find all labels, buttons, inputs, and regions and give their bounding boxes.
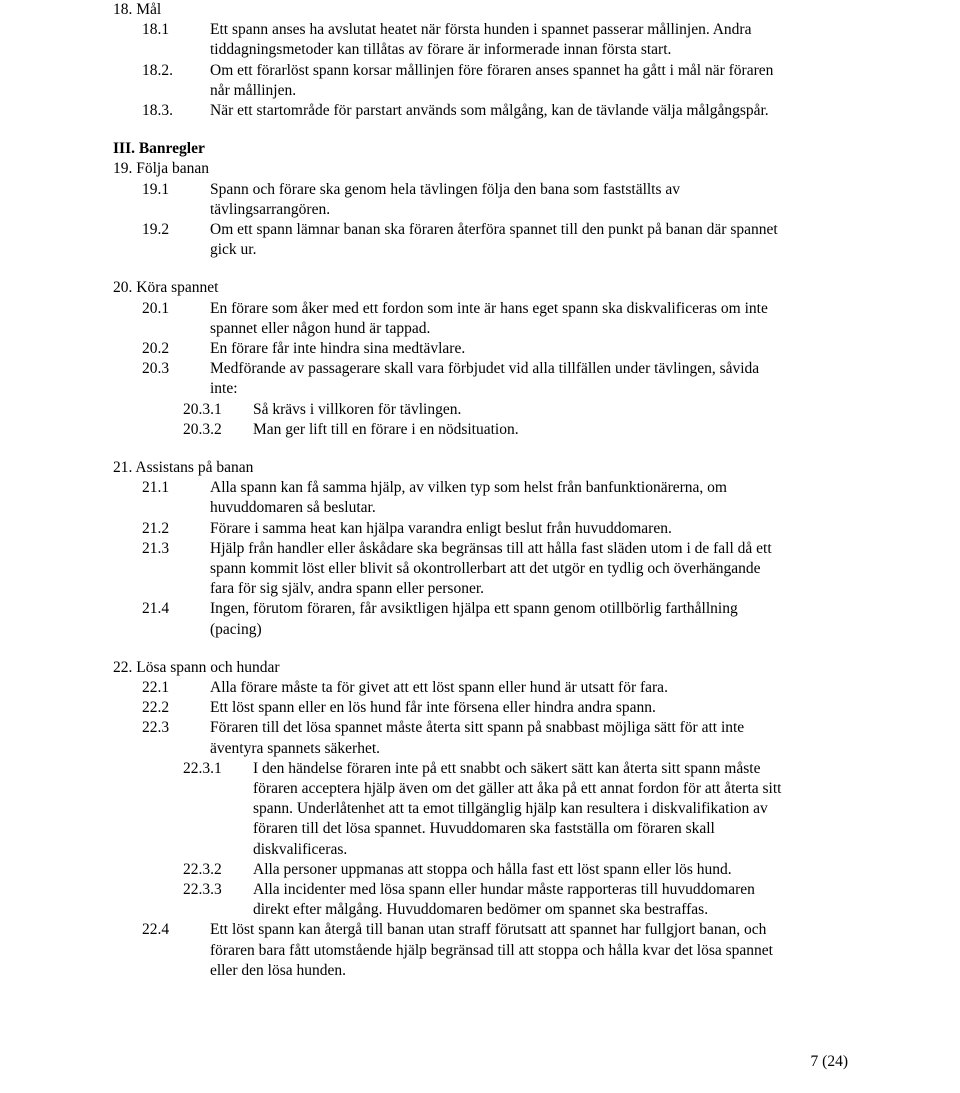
clause-text: äventyra spannets säkerhet. <box>210 739 381 757</box>
clause-text: Ett löst spann eller en lös hund får inte försena eller hindra andra spann. <box>210 699 656 717</box>
clause-number: 18.3. <box>142 102 173 119</box>
clause-number: 21.3 <box>142 539 170 557</box>
clause-text: spann kommit löst eller blivit så okontrollerbart att det utgör en tydlig och överhängande <box>210 560 761 577</box>
clause-number: 22.4 <box>142 921 170 939</box>
subclause-number: 22.3.2 <box>183 860 222 878</box>
clause-text: En förare får inte hindra sina medtävlare. <box>210 340 466 357</box>
subclause-text: direkt efter målgång. Huvuddomaren bedömer om spannet ska bestraffas. <box>253 901 709 919</box>
clause-number: 22.1 <box>142 679 170 696</box>
clause-text: (pacing) <box>210 620 262 638</box>
clause-text: Ingen, förutom föraren, får avsiktligen hjälpa ett spann genom otillbörlig farthållning <box>210 600 738 618</box>
clause-text: når mållinjen. <box>210 81 297 99</box>
clause-number: 18.2. <box>142 61 173 79</box>
clause-text: Spann och förare ska genom hela tävlingen följa den bana som fastställts av <box>210 180 681 198</box>
clause-text: Ett spann anses ha avslutat heatet när första hunden i spannet passerar mållinjen. Andra <box>210 21 752 39</box>
clause-text: Hjälp från handler eller åskådare ska begränsas till att hålla fast släden utom i de fall då ett <box>210 539 772 557</box>
clause-number: 19.1 <box>142 180 170 198</box>
clause-text: När ett startområde för parstart används som målgång, kan de tävlande välja målgångspår. <box>210 102 769 119</box>
section-heading: 18. Mål <box>113 1 162 18</box>
page-number: 7 (24) <box>810 1053 848 1070</box>
clause-text: inte: <box>210 380 238 398</box>
section-heading: 19. Följa banan <box>113 160 209 178</box>
clause-number: 22.2 <box>142 699 170 717</box>
subclause-number: 20.3.1 <box>183 400 222 418</box>
clause-text: Förare i samma heat kan hjälpa varandra enligt beslut från huvuddomaren. <box>210 519 672 537</box>
subclause-text: diskvalificeras. <box>253 840 348 858</box>
clause-text: Om ett förarlöst spann korsar mållinjen före föraren anses spannet ha gått i mål när föraren <box>210 61 774 79</box>
subclause-number: 20.3.2 <box>183 420 222 438</box>
subclause-text: Alla incidenter med lösa spann eller hundar måste rapporteras till huvuddomaren <box>253 881 755 898</box>
clause-text: Om ett spann lämnar banan ska föraren återföra spannet till den punkt på banan där spannet <box>210 221 778 238</box>
clause-number: 18.1 <box>142 21 170 39</box>
clause-text: Föraren till det lösa spannet måste återta sitt spann på snabbast möjliga sätt för att inte <box>210 719 745 737</box>
clause-number: 19.2 <box>142 221 170 238</box>
subclause-number: 22.3.3 <box>183 881 222 898</box>
clause-number: 21.2 <box>142 519 170 537</box>
clause-text: föraren bara fått utomstående hjälp begränsad till att stoppa och hålla kvar det lösa spannet <box>210 941 773 959</box>
clause-text: tävlingsarrangören. <box>210 200 331 218</box>
subclause-text: Alla personer uppmanas att stoppa och hålla fast ett löst spann eller lös hund. <box>253 860 732 878</box>
clause-number: 21.4 <box>142 600 170 618</box>
subclause-text: föraren till det lösa spannet. Huvuddomaren ska fastställa om föraren skall <box>253 820 715 838</box>
clause-number: 21.1 <box>142 479 170 497</box>
clause-number: 22.3 <box>142 719 170 737</box>
clause-text: En förare som åker med ett fordon som inte är hans eget spann ska diskvalificeras om inte <box>210 299 768 317</box>
clause-number: 20.3 <box>142 360 170 378</box>
clause-text: huvuddomaren så beslutar. <box>210 499 376 517</box>
subclause-text: föraren acceptera hjälp även om det gäller att åka på ett annat fordon för att återta sitt <box>253 780 782 797</box>
clause-text: Alla spann kan få samma hjälp, av vilken typ som helst från banfunktionärerna, om <box>210 479 727 497</box>
clause-text: fara för sig själv, andra spann eller personer. <box>210 580 485 598</box>
clause-number: 20.2 <box>142 340 170 357</box>
clause-text: Alla förare måste ta för givet att ett löst spann eller hund är utsatt för fara. <box>210 679 668 696</box>
part-heading: III. Banregler <box>113 140 205 158</box>
clause-text: gick ur. <box>210 241 257 259</box>
section-heading: 21. Assistans på banan <box>113 459 254 476</box>
clause-text: eller den lösa hunden. <box>210 961 347 979</box>
subclause-text: spann. Underlåtenhet att ta emot tillgänglig hjälp kan resultera i diskvalifikation av <box>253 800 768 818</box>
clause-number: 20.1 <box>142 299 170 317</box>
clause-text: Ett löst spann kan återgå till banan utan straff förutsatt att spannet har fullgjort banan, och <box>210 921 767 939</box>
clause-text: tiddagningsmetoder kan tillåtas av förare är informerade innan första start. <box>210 41 672 59</box>
subclause-text: I den händelse föraren inte på ett snabbt och säkert sätt kan återta sitt spann måste <box>253 759 761 777</box>
subclause-text: Så krävs i villkoren för tävlingen. <box>253 400 462 418</box>
clause-text: Medförande av passagerare skall vara förbjudet vid alla tillfällen under tävlingen, såvida <box>210 360 760 378</box>
clause-text: spannet eller någon hund är tappad. <box>210 319 431 337</box>
section-heading: 22. Lösa spann och hundar <box>113 658 280 676</box>
subclause-number: 22.3.1 <box>183 759 222 777</box>
subclause-text: Man ger lift till en förare i en nödsituation. <box>253 420 519 438</box>
section-heading: 20. Köra spannet <box>113 279 219 297</box>
